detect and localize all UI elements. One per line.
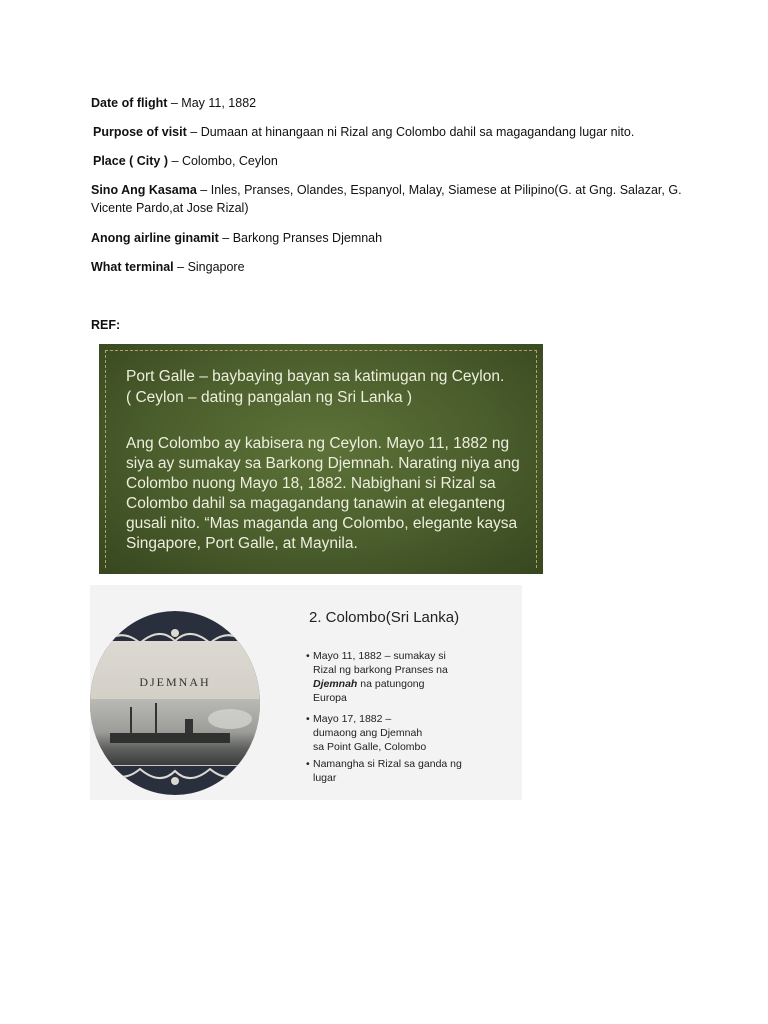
slide-paragraph: Ang Colombo ay kabisera ng Ceylon. Mayo 11, 1882 ng siya ay sumakay sa Barkong Djemnah. Narating niya ang Colombo nuong Mayo 18, 1882. Nabighani si Rizal sa Colombo dahil sa magagandang tanawin at eleganteng gusali nito. “Mas maganda ang Colombo, elegante kaysa Singapore, Port Galle, at Maynila. (126, 435, 520, 552)
slide-title: 2. Colombo(Sri Lanka) (309, 609, 460, 626)
djemnah-ship-image (90, 611, 260, 795)
bullet-item: • Mayo 11, 1882 – sumakay si Rizal ng barkong Pranses na Djemnah na patungong Europa (313, 649, 483, 705)
field-label: Sino Ang Kasama (91, 183, 197, 197)
ref-label: REF: (91, 318, 121, 332)
field-label: Anong airline ginamit (91, 231, 219, 245)
ship-icon (90, 699, 260, 765)
field-purpose: Purpose of visit – Dumaan at hinangaan ni Rizal ang Colombo dahil sa magagandang lugar nito. (93, 125, 635, 139)
field-value: Singapore (187, 260, 245, 274)
field-value: Dumaan at hinangaan ni Rizal ang Colombo dahil sa magagandang lugar nito. (200, 125, 635, 139)
bullet-item: • Namangha si Rizal sa ganda ng lugar (306, 758, 462, 784)
field-value: Inles, Pranses, Olandes, Espanyol, Malay, Siamese at Pilipino(G. at Gng. Salazar, G. (210, 183, 682, 197)
field-value: Colombo, Ceylon (181, 154, 278, 168)
slide-colombo (90, 585, 522, 800)
bullet-djemnah-line: Djemnah na patungong (313, 678, 425, 690)
field-date-of-flight: Date of flight – May 11, 1882 (91, 96, 257, 110)
field-value: Barkong Pranses Djemnah (232, 231, 383, 245)
field-label: What terminal (91, 260, 174, 274)
field-label: Purpose of visit (93, 125, 187, 139)
slide-line-1: Port Galle – baybaying bayan sa katimugan ng Ceylon. (126, 368, 505, 385)
ornament-bottom-icon (90, 761, 260, 791)
slide-line-2: ( Ceylon – dating pangalan ng Sri Lanka ) (126, 389, 413, 406)
field-terminal: What terminal – Singapore (91, 260, 245, 274)
slide-port-galle (99, 344, 543, 574)
field-kasama: Sino Ang Kasama – Inles, Pranses, Olandes, Espanyol, Malay, Siamese at Pilipino(G. at Gng. Salazar, G. Vicente Pardo,at Jose Rizal) (91, 183, 682, 215)
field-place: Place ( City ) – Colombo, Ceylon (93, 154, 278, 168)
field-label: Date of flight (91, 96, 168, 110)
ship-photo (90, 699, 260, 765)
bullet-item: • Mayo 17, 1882 – dumaong ang Djemnah sa Point Galle, Colombo (306, 713, 427, 753)
field-airline: Anong airline ginamit – Barkong Pranses Djemnah (91, 231, 383, 245)
field-value: May 11, 1882 (181, 96, 257, 110)
field-label: Place ( City ) (93, 154, 169, 168)
image-title: DJEMNAH (139, 675, 211, 689)
field-value-cont: Vicente Pardo,at Jose Rizal) (91, 201, 249, 215)
